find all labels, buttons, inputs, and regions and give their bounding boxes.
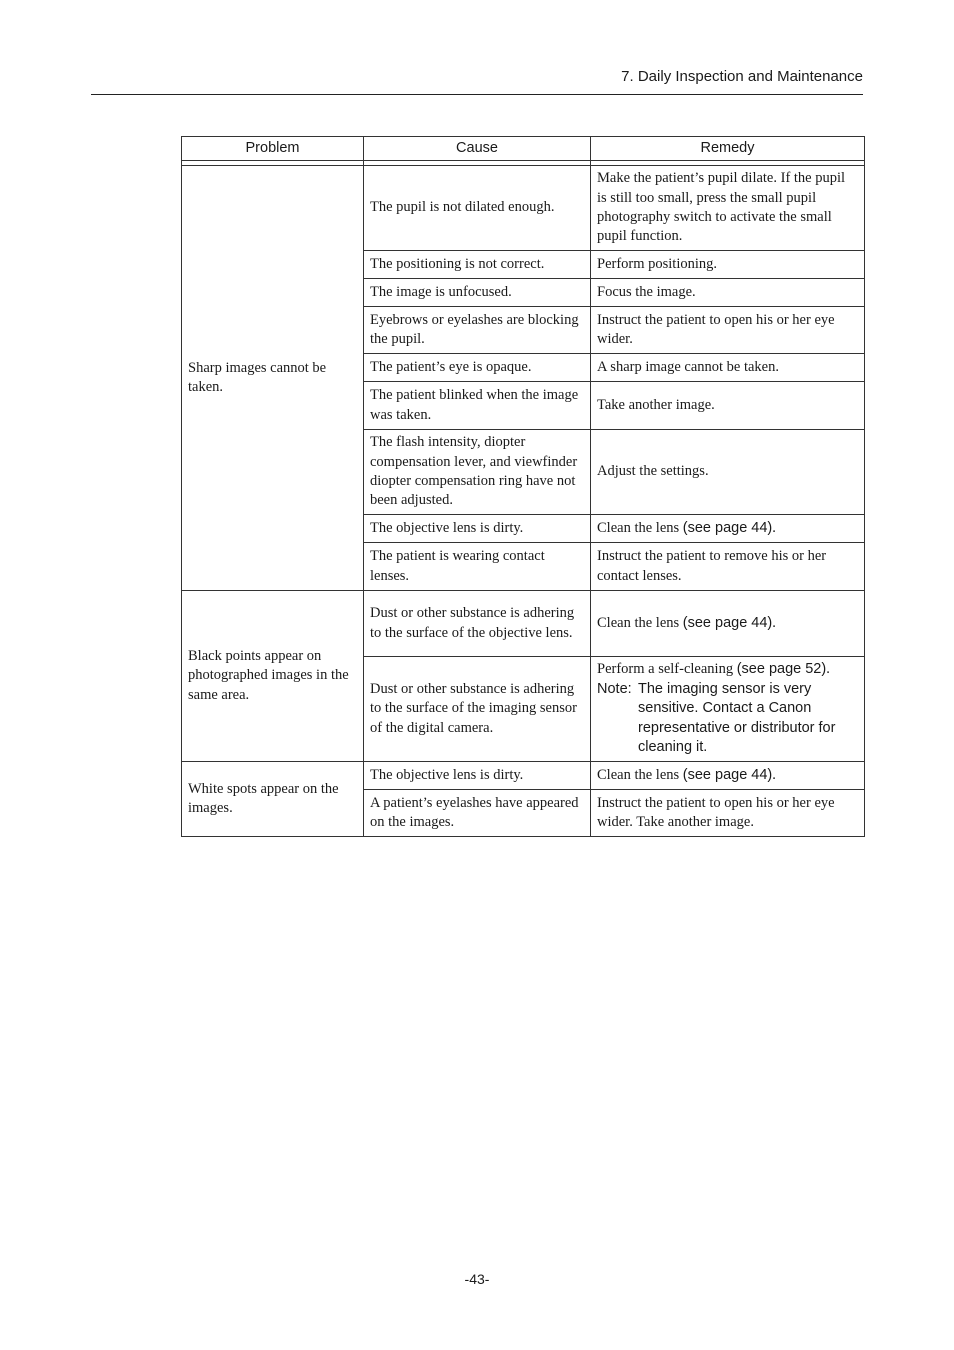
note-text: The imaging sensor is very sensitive. Contact a Canon representative or distributor for cleaning it. (638, 680, 836, 756)
problem-cell: Black points appear on photographed images in the same area. (182, 591, 364, 762)
remedy-cell: A sharp image cannot be taken. (591, 354, 865, 382)
cause-cell: The patient is wearing contact lenses. (364, 543, 591, 591)
remedy-cell: Make the patient’s pupil dilate. If the pupil is still too small, press the small pupil photography switch to activate the small pupil function. (591, 166, 865, 251)
cause-cell: The patient’s eye is opaque. (364, 354, 591, 382)
column-header-problem: Problem (182, 137, 364, 161)
remedy-text: Clean the lens (597, 519, 683, 536)
page-reference: (see page 44) (682, 614, 773, 631)
remedy-end: . (772, 614, 776, 631)
note-label: Note: (597, 680, 632, 697)
cause-cell: The patient blinked when the image was taken. (364, 382, 591, 430)
cause-cell: The pupil is not dilated enough. (364, 166, 591, 251)
remedy-end: . (772, 519, 776, 536)
remedy-cell (591, 591, 865, 657)
page-reference: (see page 52) (736, 661, 827, 678)
column-header-remedy: Remedy (591, 137, 865, 161)
troubleshooting-table (181, 136, 865, 837)
note-block (597, 680, 858, 758)
page-reference: (see page 44) (682, 766, 773, 783)
page-number: -43- (464, 1271, 490, 1287)
table-header-row (182, 137, 865, 161)
remedy-cell: Instruct the patient to open his or her eye wider. Take another image. (591, 790, 865, 837)
table-row (182, 762, 865, 790)
column-header-cause: Cause (364, 137, 591, 161)
problem-cell: Sharp images cannot be taken. (182, 166, 364, 591)
cause-cell: The objective lens is dirty. (364, 515, 591, 543)
cause-cell: A patient’s eyelashes have appeared on the images. (364, 790, 591, 837)
remedy-end: . (772, 766, 776, 783)
remedy-text: Clean the lens (597, 614, 683, 631)
remedy-text: Perform a self-cleaning (597, 661, 737, 678)
remedy-cell: Instruct the patient to remove his or her contact lenses. (591, 543, 865, 591)
table-row (182, 166, 865, 251)
remedy-cell: Take another image. (591, 382, 865, 430)
remedy-cell: Adjust the settings. (591, 430, 865, 515)
cause-cell: The objective lens is dirty. (364, 762, 591, 790)
remedy-cell (591, 762, 865, 790)
cause-cell: Dust or other substance is adhering to the surface of the objective lens. (364, 591, 591, 657)
cause-cell: Dust or other substance is adhering to the surface of the imaging sensor of the digital camera. (364, 657, 591, 762)
cause-cell: The flash intensity, diopter compensation lever, and viewfinder diopter compensation ring have not been adjusted. (364, 430, 591, 515)
cause-cell: The image is unfocused. (364, 279, 591, 307)
remedy-cell: Focus the image. (591, 279, 865, 307)
remedy-cell (591, 657, 865, 762)
section-title: 7. Daily Inspection and Maintenance (621, 68, 863, 85)
cause-cell: The positioning is not correct. (364, 251, 591, 279)
remedy-cell: Perform positioning. (591, 251, 865, 279)
remedy-end: . (826, 661, 830, 678)
problem-cell: White spots appear on the images. (182, 762, 364, 837)
remedy-cell (591, 515, 865, 543)
page-header (91, 66, 863, 95)
table-row (182, 591, 865, 657)
remedy-cell: Instruct the patient to open his or her eye wider. (591, 307, 865, 354)
remedy-text: Clean the lens (597, 766, 683, 783)
cause-cell: Eyebrows or eyelashes are blocking the pupil. (364, 307, 591, 354)
page-reference: (see page 44) (682, 519, 773, 536)
